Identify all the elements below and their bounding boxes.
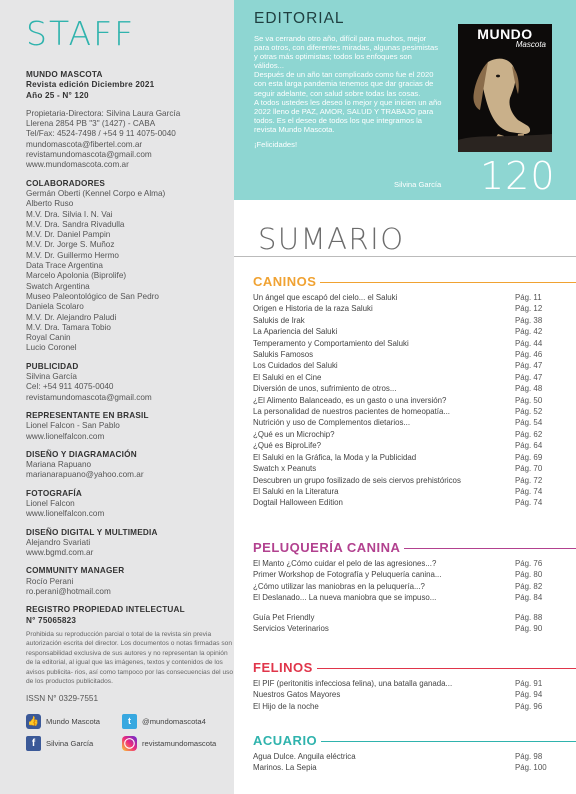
toc-item-title: Dogtail Halloween Edition: [253, 498, 343, 508]
cm-heading: COMMUNITY MANAGER: [26, 566, 125, 576]
toc-item-page: Pág. 54: [515, 418, 543, 428]
toc-item[interactable]: [253, 338, 576, 349]
toc-item-page: Pág. 42: [515, 327, 543, 337]
owner-email[interactable]: revistamundomascota@gmail.com: [26, 150, 152, 160]
brazil-block: [26, 411, 234, 442]
publicity-email[interactable]: revistamundomascota@gmail.com: [26, 392, 152, 402]
facebook-label: Silvina García: [46, 739, 94, 749]
toc-item-title: El Deslanado... La nueva maniobra que se impuso...: [253, 593, 437, 603]
publicity-block: [26, 362, 234, 403]
section-peluqueria: [253, 538, 576, 634]
toc-item[interactable]: [253, 678, 576, 689]
toc-item-page: Pág. 98: [515, 752, 543, 761]
collaborator: Daniela Scolaro: [26, 302, 84, 312]
toc-item[interactable]: [253, 592, 576, 603]
section-title-peluqueria: PELUQUERÍA CANINA: [253, 539, 401, 555]
toc-item-page: Pág. 88: [515, 612, 543, 622]
toc-item-page: Pág. 94: [515, 690, 543, 700]
toc-item[interactable]: [253, 303, 576, 314]
magazine-cover: [458, 24, 552, 152]
collaborator: M.V. Dra. Silvia I. N. Vai: [26, 209, 113, 219]
toc-item-title: Agua Dulce. Anguila eléctrica: [253, 752, 356, 761]
collaborator: Alberto Ruso: [26, 199, 74, 209]
toc-item-page: Pág. 70: [515, 464, 543, 474]
section-title-acuario: ACUARIO: [253, 732, 318, 748]
toc-item-title: ¿Qué es BiproLife?: [253, 441, 321, 451]
toc-item-page: Pág. 44: [515, 338, 543, 348]
toc-item-title: Nutrición y uso de Complementos dietarios...: [253, 418, 411, 428]
toc-item-title: Descubren un grupo fosilizado de seis ciervos prehistóricos: [253, 475, 461, 485]
section-header: [253, 272, 576, 290]
twitter-label: @mundomascota4: [142, 717, 206, 727]
toc-item[interactable]: [253, 440, 576, 451]
toc-item[interactable]: [253, 762, 576, 773]
registry-block: [26, 605, 234, 626]
digital-heading: DISEÑO DIGITAL Y MULTIMEDIA: [26, 527, 158, 537]
magazine-info: [26, 70, 234, 101]
magazine-issue: Año 25 - N° 120: [26, 90, 89, 100]
section-title-caninos: CANINOS: [253, 273, 317, 289]
cm-email[interactable]: ro.perani@hotmail.com: [26, 587, 111, 597]
instagram-link[interactable]: [122, 736, 232, 751]
thumbs-up-icon: 👍: [26, 714, 41, 729]
toc-item[interactable]: [253, 395, 576, 406]
design-heading: DISEÑO Y DIAGRAMACIÓN: [26, 449, 137, 459]
issn: ISSN N° 0329-7551: [26, 694, 99, 704]
publicity-line: Silvina García: [26, 372, 77, 382]
toc-item-title: Guía Pet Friendly: [253, 612, 315, 622]
toc-item-title: ¿Qué es un Microchip?: [253, 429, 335, 439]
toc-item[interactable]: [253, 475, 576, 486]
editorial-paragraph: Después de un año tan complicado como fue el 2020 con esta larga pandemia tenemos que dar gracias de seguir adelante, con salud sobre todas las cosas.: [254, 70, 434, 98]
toc-item-title: Servicios Veterinarios: [253, 624, 329, 634]
toc-item-title: Primer Workshop de Fotografía y Peluquería canina...: [253, 570, 442, 580]
toc-item-title: Origen e Historia de la raza Saluki: [253, 304, 373, 314]
toc-item-title: El Hijo de la noche: [253, 701, 319, 711]
toc-item-page: Pág. 69: [515, 452, 543, 462]
toc-item-page: Pág. 72: [515, 475, 543, 485]
editorial-paragraph: Se va cerrando otro año, difícil para muchos, mejor para otros, con diferentes miradas, algunas pesimistas y otras más optimistas; todos los enfoques son válidos...: [254, 34, 439, 71]
toc-item-page: Pág. 12: [515, 304, 543, 314]
toc-item-title: Marinos. La Sepia: [253, 763, 317, 773]
facebook-icon: f: [26, 736, 41, 751]
collaborator: M.V. Dr. Daniel Pampin: [26, 230, 111, 240]
toc-item[interactable]: [253, 569, 576, 580]
toc-item[interactable]: [253, 315, 576, 326]
toc-item[interactable]: [253, 372, 576, 383]
social-links: [26, 711, 234, 755]
collaborator: M.V. Dr. Alejandro Paludi: [26, 312, 117, 322]
registry-heading: REGISTRO PROPIEDAD INTELECTUAL: [26, 605, 185, 615]
toc-item[interactable]: [253, 406, 576, 417]
collaborator: Royal Canin: [26, 333, 71, 343]
photo-website[interactable]: www.lionelfalcon.com: [26, 509, 105, 519]
toc-item[interactable]: [253, 689, 576, 700]
editorial-paragraph: ¡Felicidades!: [254, 140, 298, 150]
collaborator: M.V. Dra. Sandra Rivadulla: [26, 219, 125, 229]
collaborator: Museo Paleontológico de San Pedro: [26, 291, 159, 301]
design-line: Mariana Rapuano: [26, 460, 92, 470]
section-rule: [404, 548, 576, 549]
disclaimer-line: productos publicitados.: [45, 677, 113, 685]
toc-item-page: Pág. 84: [515, 593, 543, 603]
section-header: [253, 731, 576, 749]
magazine-name: MUNDO MASCOTA: [26, 70, 103, 79]
staff-column: [0, 0, 234, 794]
digital-block: [26, 528, 234, 559]
toc-item-title: Salukis de Irak: [253, 315, 305, 325]
cover-title: MUNDO: [477, 26, 533, 42]
toc-item[interactable]: [253, 581, 576, 592]
brazil-line: Lionel Falcon - San Pablo: [26, 421, 120, 431]
toc-item[interactable]: [253, 701, 576, 712]
publicity-line: Cel: +54 911 4075-0040: [26, 382, 114, 392]
toc-item-page: Pág. 48: [515, 384, 543, 394]
design-email[interactable]: marianarapuano@yahoo.com.ar: [26, 470, 144, 480]
section-felinos: [253, 658, 576, 712]
section-acuario: [253, 731, 576, 774]
magazine-edition: Revista edición Diciembre 2021: [26, 80, 155, 90]
registry-number: N° 75065823: [26, 615, 77, 625]
section-rule: [321, 741, 576, 742]
facebook-like-link[interactable]: [26, 714, 122, 729]
toc-item-title: La Apariencia del Saluki: [253, 327, 338, 337]
collaborators-heading: COLABORADORES: [26, 178, 106, 188]
photo-block: [26, 489, 234, 520]
toc-item-page: Pág. 46: [515, 350, 543, 360]
design-block: [26, 450, 234, 481]
instagram-label: revistamundomascota: [142, 739, 217, 749]
toc-item[interactable]: [253, 612, 576, 623]
photo-heading: FOTOGRAFÍA: [26, 488, 82, 498]
digital-line: Alejandro Svariati: [26, 537, 91, 547]
toc-item-page: Pág. 76: [515, 559, 543, 568]
disclaimer-line: autores y no representan la opinión de la editorial, al igual: [26, 649, 228, 667]
toc-item-title: Swatch x Peanuts: [253, 464, 317, 474]
disclaimer-line: rios, así como tampoco por las consecuencias del uso de los: [26, 668, 234, 685]
editorial-block: [234, 0, 576, 200]
cover-subtitle: Mascota: [515, 40, 546, 49]
toc-item-page: Pág. 50: [515, 395, 543, 405]
facebook-link[interactable]: [26, 736, 122, 751]
toc-item-page: Pág. 96: [515, 701, 543, 711]
collaborator: M.V. Dr. Guillermo Hermo: [26, 250, 119, 260]
section-title-felinos: FELINOS: [253, 659, 313, 675]
brazil-heading: REPRESENTANTE EN BRASIL: [26, 410, 149, 420]
brazil-website[interactable]: www.lionelfalcon.com: [26, 431, 105, 441]
publicity-heading: PUBLICIDAD: [26, 361, 79, 371]
facebook-like-label: Mundo Mascota: [46, 717, 101, 727]
toc-item[interactable]: [253, 349, 576, 360]
toc-item-page: Pág. 80: [515, 570, 543, 580]
toc-item-title: El Saluki en la Gráfica, la Moda y la Publicidad: [253, 452, 417, 462]
disclaimer-line: que las imágenes, textos y contenidos de los avisos publicita-: [26, 659, 223, 676]
toc-item-page: Pág. 62: [515, 429, 543, 439]
toc-item-title: Salukis Famosos: [253, 350, 314, 360]
toc-item-page: Pág. 100: [515, 763, 547, 773]
toc-item[interactable]: [253, 463, 576, 474]
toc-item-page: Pág. 82: [515, 581, 543, 591]
toc-item-title: El PIF (peritonitis infecciosa felina), una batalla ganada...: [253, 679, 453, 688]
toc-item-title: El Manto ¿Cómo cuidar el pelo de las agresiones...?: [253, 559, 437, 568]
sumario-divider: [234, 256, 576, 257]
photo-line: Lionel Falcon: [26, 498, 75, 508]
toc-item[interactable]: [253, 558, 576, 569]
digital-website[interactable]: www.bgmd.com.ar: [26, 548, 94, 558]
editorial-text: [254, 34, 442, 149]
toc-item-page: Pág. 47: [515, 372, 543, 382]
owner-line: Propietaria-Directora: Silvina Laura García: [26, 108, 181, 118]
sumario-title: SUMARIO: [258, 222, 405, 256]
toc-item-title: Los Cuidados del Saluki: [253, 361, 338, 371]
twitter-link[interactable]: [122, 714, 232, 729]
toc-item[interactable]: [253, 417, 576, 428]
cm-line: Rocío Perani: [26, 576, 74, 586]
toc-item-page: Pág. 11: [515, 293, 542, 302]
toc-item[interactable]: [253, 497, 576, 508]
section-caninos: [253, 272, 576, 509]
cm-block: [26, 566, 234, 597]
toc-item[interactable]: [253, 751, 576, 762]
owner-info: [26, 109, 234, 171]
instagram-icon: ◯: [123, 738, 136, 750]
editorial-title: EDITORIAL: [254, 10, 345, 27]
toc-item-page: Pág. 74: [515, 498, 543, 508]
collaborators-block: [26, 179, 234, 354]
collaborator: Germán Oberti (Kennel Corpo e Alma): [26, 188, 166, 198]
toc-item[interactable]: [253, 623, 576, 634]
section-header: [253, 658, 576, 676]
collaborator: Lucio Coronel: [26, 343, 77, 353]
disclaimer-line: previa autorización escrita del director. Los documentos: [26, 630, 212, 648]
toc-item-page: Pág. 91: [515, 679, 543, 688]
toc-item-title: El Saluki en la Literatura: [253, 486, 339, 496]
saluki-dog-image: [458, 54, 552, 152]
toc-item-title: Nuestros Gatos Mayores: [253, 690, 341, 700]
toc-item[interactable]: [253, 383, 576, 394]
toc-item-title: La personalidad de nuestros pacientes de homeopatía...: [253, 407, 450, 417]
collaborator: M.V. Dra. Tamara Tobio: [26, 322, 111, 332]
toc-item-title: Un ángel que escapó del cielo... el Saluki: [253, 293, 398, 302]
toc-item[interactable]: [253, 452, 576, 463]
staff-title: STAFF: [26, 14, 136, 53]
disclaimer: [26, 630, 234, 686]
toc-item-page: Pág. 90: [515, 624, 543, 634]
owner-email[interactable]: mundomascota@fibertel.com.ar: [26, 139, 143, 149]
toc-item-title: Diversión de unos, sufrimiento de otros...: [253, 384, 397, 394]
issn-block: [26, 694, 234, 704]
collaborator: M.V. Dr. Jorge S. Muñoz: [26, 240, 115, 250]
disclaimer-line: Prohibida su reproducción parcial o total de la revista sin: [26, 630, 192, 638]
owner-line: Llerena 2854 PB "3" (1427) - CABA: [26, 119, 156, 129]
editorial-signature: Silvina García: [394, 180, 442, 189]
toc-item-title: El Saluki en el Cine: [253, 372, 322, 382]
toc-item[interactable]: [253, 360, 576, 371]
owner-line: Tel/Fax: 4524-7498 / +54 9 11 4075-0040: [26, 129, 176, 139]
twitter-icon: t: [122, 714, 137, 729]
toc-item-page: Pág. 52: [515, 407, 543, 417]
collaborator: Swatch Argentina: [26, 281, 90, 291]
toc-item[interactable]: [253, 486, 576, 497]
section-rule: [317, 668, 576, 669]
section-header: [253, 538, 576, 556]
owner-website[interactable]: www.mundomascota.com.ar: [26, 160, 129, 170]
collaborator: Data Trace Argentina: [26, 261, 103, 271]
toc-item[interactable]: [253, 292, 576, 303]
section-rule: [320, 282, 576, 283]
toc-item[interactable]: [253, 429, 576, 440]
disclaimer-line: o notas firmadas son responsabilidad exclusiva de sus: [26, 640, 233, 657]
toc-item-page: Pág. 74: [515, 486, 543, 496]
toc-item-title: ¿Cómo utilizar las maniobras en la peluquería...?: [253, 581, 425, 591]
toc-item-page: Pág. 64: [515, 441, 543, 451]
issue-number: 120: [480, 154, 556, 198]
toc-item-title: Temperamento y Comportamiento del Saluki: [253, 338, 409, 348]
editorial-paragraph: A todos ustedes les deseo lo mejor y que inicien un año 2022 lleno de PAZ, AMOR, SALUD Y TRABAJO para todos. Es el deseo de todos los que integramos la revista Mundo Mascota.: [254, 97, 442, 134]
collaborator: Marcelo Apolonia (Biprolife): [26, 271, 127, 281]
toc-item[interactable]: [253, 326, 576, 337]
toc-item-title: ¿El Alimento Balanceado, es un gasto o una inversión?: [253, 395, 447, 405]
toc-item-page: Pág. 38: [515, 315, 543, 325]
toc-item-page: Pág. 47: [515, 361, 543, 371]
spacer: [253, 604, 576, 612]
